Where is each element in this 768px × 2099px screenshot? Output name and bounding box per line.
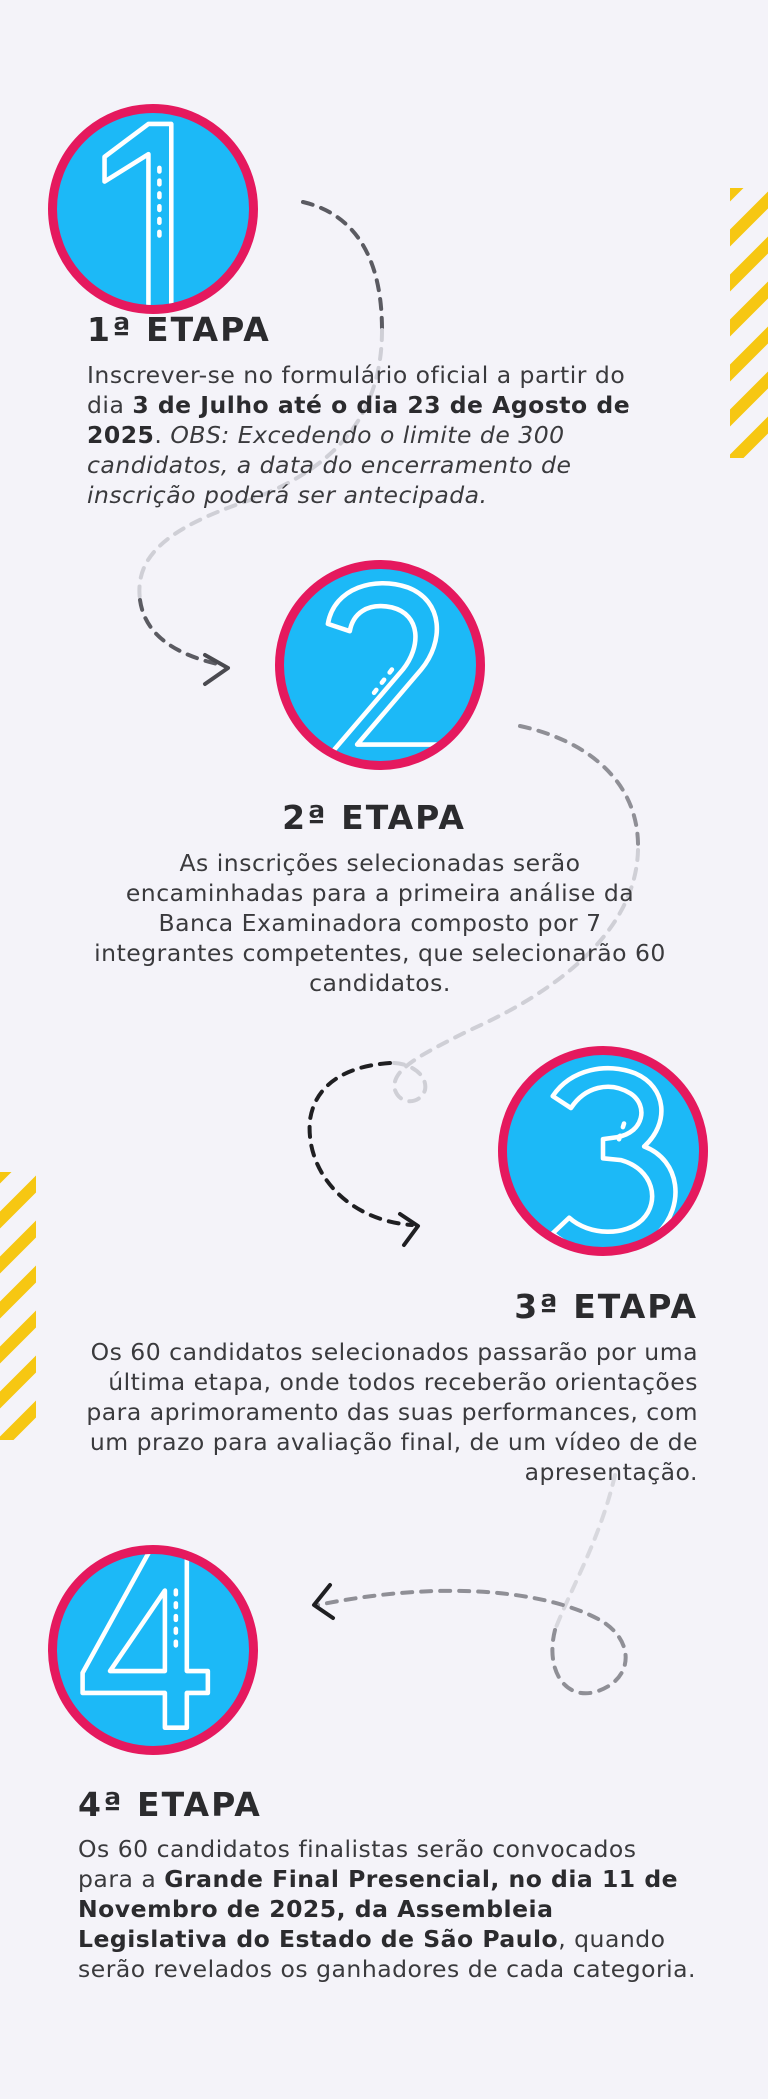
stage-4-text-part: Os 60 candidatos finalistas serão convocados para a [78, 1835, 637, 1893]
stage-3-description [80, 1337, 698, 1487]
stage-2-text-part: As inscrições selecionadas serão encaminhadas para a primeira análise da Banca Examinadora composto por 7 integrantes competentes, que selecionarão 60 candidatos. [94, 849, 666, 997]
number-one-outline-icon [57, 113, 249, 305]
stage-3-text-part: Os 60 candidatos selecionados passarão por uma última etapa, onde todos receberão orientações para aprimoramento das suas performances, com um prazo para avaliação final, de um vídeo de de apresentação. [86, 1338, 698, 1486]
stage-4-number-badge [48, 1545, 258, 1755]
yellow-stripes-decoration-left [0, 1172, 36, 1440]
arrow-path-2c [310, 1063, 412, 1225]
stage-1-text-part: Inscrever-se no formulário oficial a partir do dia [87, 361, 626, 419]
arrow-path-3a [555, 1475, 615, 1630]
stage-1-text-bold: 3 de Julho até o dia 23 de Agosto de 2025 [87, 391, 631, 449]
stage-2-number-badge [275, 560, 485, 770]
number-three-outline-icon [507, 1055, 699, 1247]
number-two-outline-icon [284, 569, 476, 761]
arrow-head-3 [314, 1585, 333, 1618]
yellow-stripes-decoration-right [730, 188, 768, 458]
arrow-head-2 [400, 1214, 418, 1245]
arrow-path-1a [303, 202, 382, 330]
stage-4-title: 4ª ETAPA [78, 1785, 262, 1824]
stage-4-text-part: , quando serão revelados os ganhadores de cada categoria. [78, 1925, 697, 1983]
number-four-outline-icon [57, 1554, 249, 1746]
stage-1-title: 1ª ETAPA [87, 310, 271, 349]
stage-4-description [78, 1834, 698, 1984]
stage-3-title: 3ª ETAPA [514, 1287, 698, 1326]
stage-1-number-badge [48, 104, 258, 314]
stage-2-description [90, 848, 670, 998]
stage-1-text-italic: OBS: Excedendo o limite de 300 candidatos, a data do encerramento de inscrição poderá ser antecipada. [87, 421, 572, 509]
stage-3-number-badge [498, 1046, 708, 1256]
stage-1-description [87, 360, 667, 510]
stage-1-text-part: . [154, 421, 171, 449]
stage-4-text-bold: Grande Final Presencial, no dia 11 de Novembro de 2025, da Assembleia Legislativa do Estado de São Paulo [78, 1865, 679, 1953]
arrow-path-1c [140, 600, 222, 665]
stage-2-title: 2ª ETAPA [282, 798, 466, 837]
arrow-path-3b [318, 1591, 626, 1693]
arrow-head-1 [205, 655, 228, 684]
